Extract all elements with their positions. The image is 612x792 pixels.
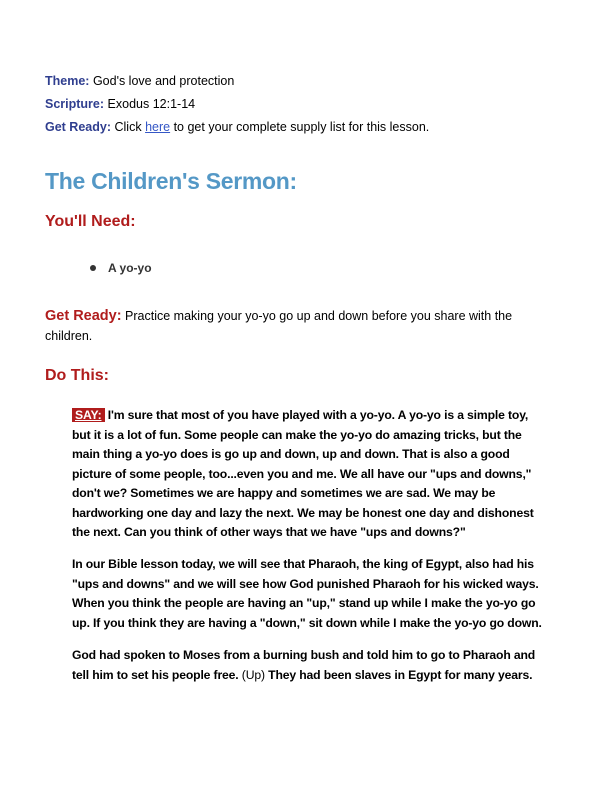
say-badge: SAY: [72,408,105,422]
bullet-icon [90,265,96,271]
youll-need-heading: You'll Need: [45,213,136,230]
say-text-3a: God had spoken to Moses from a burning bush and told him to go to Pharaoh and tell him to set his people free. [72,648,536,682]
supply-item [90,259,152,277]
get-ready-heading: Get Ready: [45,308,122,324]
supply-item-label: A yo-yo [108,261,152,275]
scripture-line [45,96,195,112]
say-text-1: I'm sure that most of you have played with a yo-yo. A yo-yo is a simple toy, but it is a lot of fun. Some people can make the yo-yo do amazing tricks, but the main thing a yo-yo does is go up and down, up and down. That is also a good picture of some people, too...even you and me. We all have our "ups and downs," don't we? Sometimes we are happy and sometimes we are sad. We may be hardworking one day and lazy the next. We may be honest one day and dishonest the next. Can you think of other ways that we have "ups and downs?" [72,408,534,539]
supply-list [90,259,152,277]
say-text-3b: They had been slaves in Egypt for many years. [268,667,533,682]
get-ready-paragraph [45,306,545,346]
do-this-heading: Do This: [45,367,109,384]
say-paragraph-2 [72,555,544,633]
supply-list-link[interactable]: here [145,120,171,134]
get-ready-line [45,119,429,135]
say-paragraph-3 [72,646,544,685]
say-paragraph-1 [72,406,544,543]
theme-value: God's love and protection [92,74,235,88]
sermon-title: The Children's Sermon: [45,168,297,194]
get-ready-label: Get Ready: [45,120,111,134]
up-cue: (Up) [241,667,265,682]
scripture-label: Scripture: [45,97,105,111]
say-text-2: In our Bible lesson today, we will see that Pharaoh, the king of Egypt, also had his "ups and downs" and we will see how God punished Pharaoh for his wicked ways. When you think the people are having an "up," stand up while I make the yo-yo go up. If you think they are having a "down," sit down while I make the yo-yo go down. [72,557,542,630]
theme-label: Theme: [45,74,90,88]
scripture-value: Exodus 12:1-14 [107,97,196,111]
get-ready-post: to get your complete supply list for this lesson. [173,120,430,134]
theme-line [45,73,234,89]
get-ready-text: Practice making your yo-yo go up and down before you share with the children. [45,309,513,343]
get-ready-pre: Click [114,120,142,134]
